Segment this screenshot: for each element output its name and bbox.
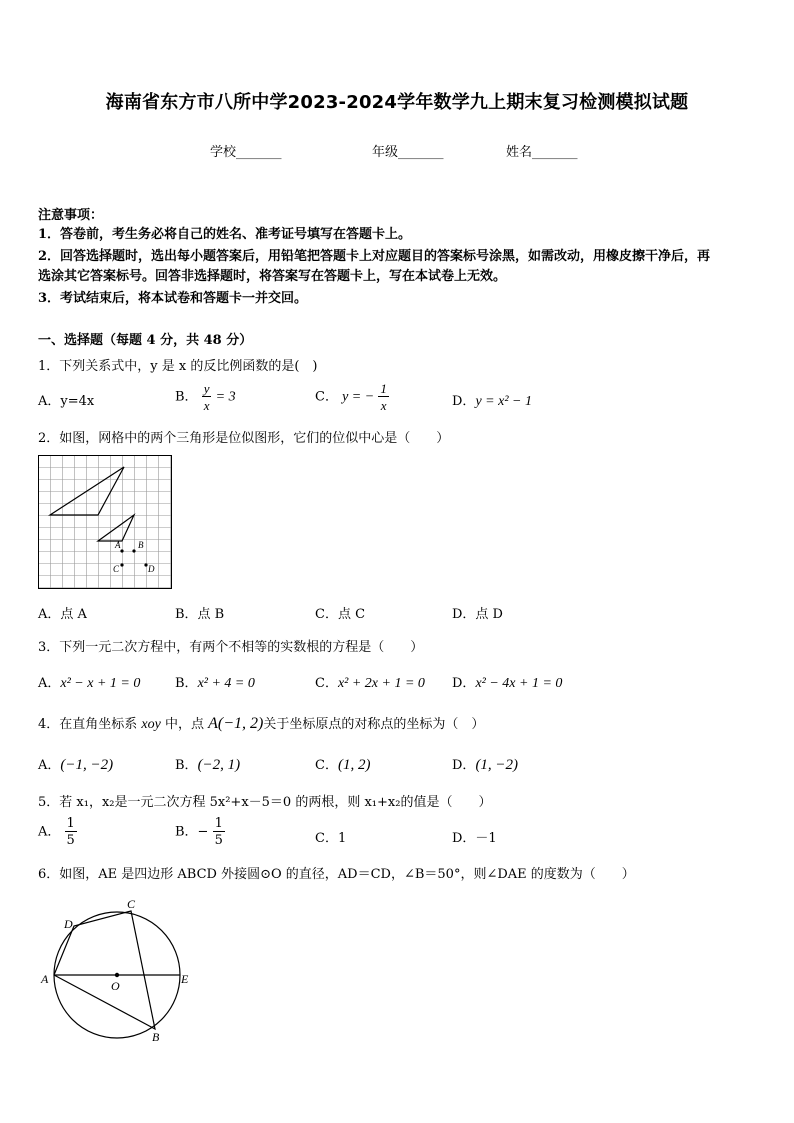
q4-stem-xoy: xoy: [141, 717, 161, 732]
q4-stem-pre: 4．在直角坐标系: [38, 717, 142, 732]
q4-d-expr: (1, −2): [475, 757, 519, 773]
q4-stem-point: A(−1, 2): [208, 715, 264, 732]
large-triangle: [50, 467, 124, 515]
q4-d-label: D．: [452, 758, 476, 773]
exam-title: 海南省东方市八所中学2023-2024学年数学九上期末复习检测模拟试题: [105, 92, 689, 113]
q5-b-numerator: 1: [214, 816, 223, 831]
label-c: C: [127, 897, 136, 911]
q6-stem: 6．如图，AE 是四边形 ABCD 外接圆⊙O 的直径，AD＝CD，∠B＝50°，则∠DAE 的度数为（ ）: [38, 867, 635, 882]
q4-a-expr: (−1, −2): [60, 757, 114, 773]
q3-b-expr: x² + 4 = 0: [197, 676, 255, 691]
q1-b-numerator: y: [203, 381, 210, 396]
q3-option-d: [452, 672, 562, 692]
q5-option-b: [175, 817, 225, 847]
q5-b-fraction: [213, 817, 225, 847]
q4-b-label: B．: [175, 758, 198, 773]
label-b: B: [138, 540, 144, 550]
section-choice-heading: 一、选择题（每题 4 分，共 48 分）: [38, 333, 253, 348]
q4-option-c: [315, 754, 370, 774]
q5-a-fraction: [65, 817, 77, 847]
q1-option-a: A．y=4x: [38, 394, 95, 409]
q2-grid-figure: [38, 455, 172, 589]
q3-b-label: B．: [175, 676, 198, 691]
label-d: D: [148, 564, 155, 574]
q5-a-denominator: 5: [66, 833, 75, 848]
q4-stem: [38, 713, 484, 733]
q4-c-label: C．: [315, 758, 338, 773]
q1-option-c-fraction: [378, 382, 389, 412]
grade-field: 年级_______: [372, 145, 444, 160]
q1-option-c: [315, 382, 389, 412]
label-a: A: [115, 540, 121, 550]
q1-stem: 1．下列关系式中，y 是 x 的反比例函数的是( ): [38, 359, 318, 374]
q3-a-label: A．: [38, 676, 61, 691]
q4-option-a: [38, 754, 113, 774]
label-b: B: [152, 1030, 160, 1044]
q3-c-label: C．: [315, 676, 338, 691]
q1-option-d: [452, 390, 532, 410]
note-2b: 选涂其它答案标号。回答非选择题时，将答案写在答题卡上，写在本试卷上无效。: [38, 269, 507, 284]
label-a: A: [41, 972, 49, 986]
label-d: D: [64, 917, 73, 931]
q4-option-d: [452, 754, 518, 774]
q2-option-d: D．点 D: [452, 607, 503, 622]
q4-b-expr: (−2, 1): [197, 757, 241, 773]
q3-option-c: [315, 672, 425, 692]
q5-option-d: D．－1: [452, 831, 497, 846]
q1-b-rest: = 3: [215, 389, 236, 405]
note-1: 1．答卷前，考生务必将自己的姓名、准考证号填写在答题卡上。: [38, 227, 412, 242]
q2-option-b: B．点 B: [175, 607, 225, 622]
q1-option-b-fraction: [202, 382, 212, 412]
q4-stem-mid: 中，点: [160, 717, 209, 732]
q5-a-label: A．: [38, 824, 61, 840]
q1-option-c-label: C．: [315, 389, 338, 405]
q5-option-c: C．1: [315, 831, 347, 846]
point-c-dot: [120, 563, 123, 566]
q3-a-expr: x² − x + 1 = 0: [60, 676, 141, 691]
q4-stem-post: 关于坐标原点的对称点的坐标为（ ）: [263, 717, 485, 732]
q1-option-b-label: B．: [175, 389, 198, 405]
q5-stem: 5．若 x₁，x₂是一元二次方程 5x²+x－5＝0 的两根，则 x₁+x₂的值是（ ）: [38, 795, 492, 810]
label-o: O: [111, 979, 120, 993]
small-triangle: [98, 515, 134, 541]
note-3: 3．考试结束后，将本试卷和答题卡一并交回。: [38, 291, 308, 306]
q3-c-expr: x² + 2x + 1 = 0: [337, 676, 425, 691]
notes-header: 注意事项：: [38, 208, 104, 223]
q1-b-denominator: x: [203, 398, 210, 413]
q2-option-a: A．点 A: [38, 607, 87, 622]
note-2a: 2．回答选择题时，选出每小题答案后，用铅笔把答题卡上对应题目的答案标号涂黑，如需改动，用橡皮擦干净后，再: [38, 249, 711, 264]
q3-d-label: D．: [452, 676, 476, 691]
q1-c-numerator: 1: [380, 381, 387, 396]
q5-b-denominator: 5: [214, 833, 223, 848]
q4-a-label: A．: [38, 758, 61, 773]
q1-c-prefix: y = −: [342, 389, 375, 405]
q3-d-expr: x² − 4x + 1 = 0: [475, 676, 563, 691]
label-c: C: [113, 564, 120, 574]
point-b-dot: [132, 549, 135, 552]
center-o-dot: [115, 973, 119, 977]
point-a-dot: [120, 549, 123, 552]
label-e: E: [181, 972, 189, 986]
q2-option-c: C．点 C: [315, 607, 366, 622]
q2-stem: 2．如图，网格中的两个三角形是位似图形，它们的位似中心是（ ）: [38, 431, 450, 446]
q4-option-b: [175, 754, 240, 774]
q5-b-label: B．−: [175, 824, 209, 840]
q5-option-a: [38, 817, 77, 847]
q1-option-d-label: D．: [452, 394, 476, 409]
school-field: 学校_______: [210, 145, 282, 160]
name-field: 姓名_______: [506, 145, 578, 160]
q1-d-expression: y = x² − 1: [475, 394, 532, 409]
q3-option-b: [175, 672, 255, 692]
q6-circle-figure: [38, 895, 198, 1045]
q1-c-denominator: x: [380, 398, 387, 413]
q5-a-numerator: 1: [66, 816, 75, 831]
q3-option-a: [38, 672, 140, 692]
q4-c-expr: (1, 2): [337, 757, 371, 773]
q1-option-b: [175, 382, 236, 412]
q3-stem: 3．下列一元二次方程中，有两个不相等的实数根的方程是（ ）: [38, 640, 424, 655]
